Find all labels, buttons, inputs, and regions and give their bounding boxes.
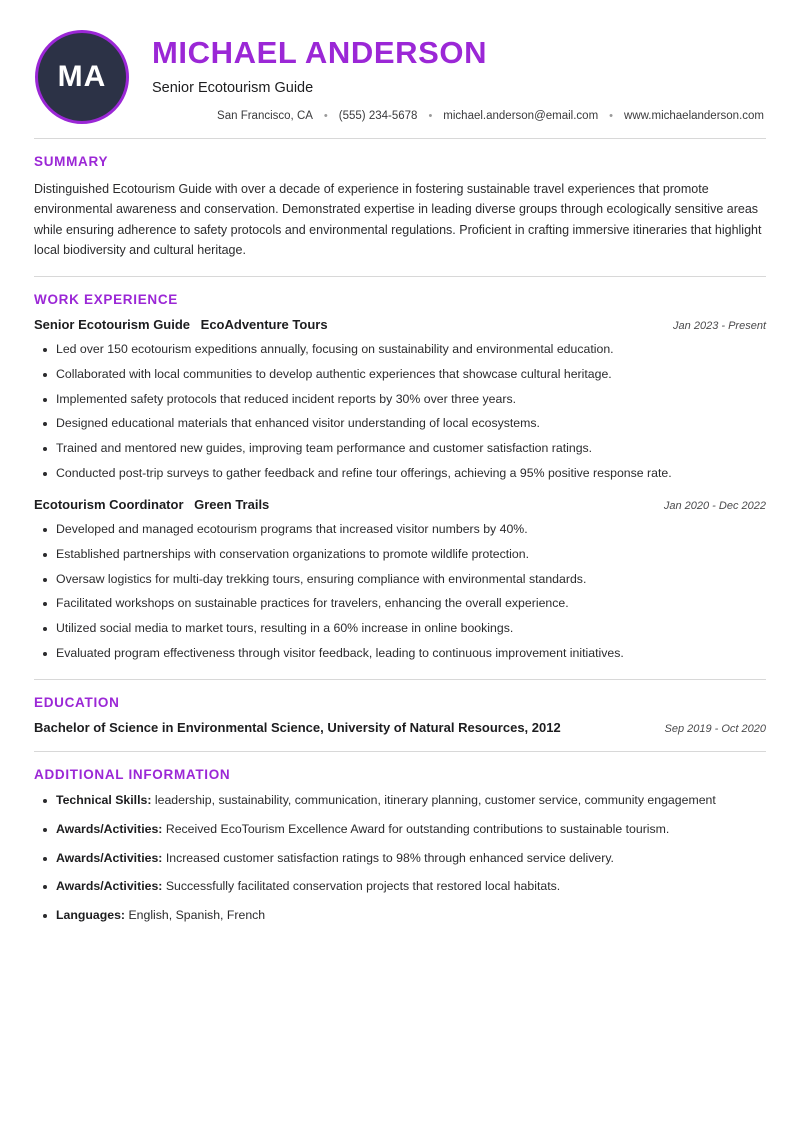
section-title-summary: SUMMARY (34, 154, 109, 169)
work-entry-header (34, 497, 766, 512)
list-item: Evaluated program effectiveness through visitor feedback, leading to continuous improvement initiatives. (56, 645, 766, 663)
list-item: Led over 150 ecotourism expeditions annually, focusing on sustainability and environmental education. (56, 341, 766, 359)
education-degree: Bachelor of Science in Environmental Science, University of Natural Resources, 2012 (34, 719, 561, 735)
info-label: Technical Skills: (56, 792, 152, 807)
list-item (56, 907, 766, 925)
list-item: Utilized social media to market tours, resulting in a 60% increase in online bookings. (56, 620, 766, 638)
work-entry-bullets (34, 341, 766, 483)
work-entry-header (34, 317, 766, 332)
education-entry (34, 720, 766, 735)
work-entry-company: EcoAdventure Tours (200, 317, 328, 332)
list-item: Oversaw logistics for multi-day trekking tours, ensuring compliance with environmental standards. (56, 571, 766, 589)
section-title-work-experience: WORK EXPERIENCE (34, 292, 179, 307)
list-item: Established partnerships with conservation organizations to promote wildlife protection. (56, 546, 766, 564)
list-item: Collaborated with local communities to develop authentic experiences that showcase cultural heritage. (56, 366, 766, 384)
section-additional-information (34, 752, 766, 925)
info-text: Successfully facilitated conservation projects that restored local habitats. (165, 879, 561, 894)
additional-information-list (34, 792, 766, 925)
list-item: Conducted post-trip surveys to gather feedback and refine tour offerings, achieving a 95% positive response rate. (56, 465, 766, 483)
candidate-name: MICHAEL ANDERSON (152, 35, 488, 70)
avatar-container (34, 28, 130, 124)
list-item: Designed educational materials that enhanced visitor understanding of local ecosystems. (56, 415, 766, 433)
section-title-additional-information: ADDITIONAL INFORMATION (34, 766, 231, 782)
info-text: English, Spanish, French (128, 908, 266, 923)
avatar: MA (35, 30, 129, 124)
section-summary (34, 139, 766, 260)
section-education (34, 680, 766, 735)
info-text: Increased customer satisfaction ratings to 98% through enhanced service delivery. (165, 850, 614, 865)
contact-phone: (555) 234-5678 (338, 110, 418, 123)
list-item (56, 850, 766, 868)
contact-location: San Francisco, CA (217, 110, 313, 123)
info-text: Received EcoTourism Excellence Award for outstanding contributions to sustainable tourism. (165, 821, 670, 836)
list-item: Trained and mentored new guides, improving team performance and customer satisfaction ratings. (56, 440, 766, 458)
work-entry (34, 497, 766, 663)
list-item: Implemented safety protocols that reduced incident reports by 30% over three years. (56, 391, 766, 409)
list-item: Developed and managed ecotourism programs that increased visitor numbers by 40%. (56, 521, 766, 539)
work-entry-dates: Jan 2023 - Present (673, 320, 766, 332)
info-label: Awards/Activities: (56, 879, 163, 894)
list-item (56, 792, 766, 810)
list-item (56, 878, 766, 896)
contact-email[interactable]: michael.anderson@email.com (443, 110, 599, 123)
work-entry-title-line (34, 497, 269, 512)
work-entry-company: Green Trails (194, 496, 270, 512)
contact-list (152, 110, 766, 122)
work-entry-dates: Jan 2020 - Dec 2022 (663, 499, 766, 512)
contact-separator-icon: • (609, 110, 614, 123)
candidate-title: Senior Ecotourism Guide (152, 80, 314, 97)
contact-website[interactable]: www.michaelanderson.com (624, 110, 764, 123)
work-entry-role: Senior Ecotourism Guide (34, 317, 191, 332)
header-text-block (130, 28, 766, 122)
work-entry-role: Ecotourism Coordinator (34, 496, 184, 512)
work-entry (34, 317, 766, 483)
contact-separator-icon: • (323, 110, 328, 123)
work-entry-title-line (34, 317, 328, 332)
list-item: Facilitated workshops on sustainable practices for travelers, enhancing the overall experience. (56, 595, 766, 613)
contact-separator-icon: • (428, 110, 433, 123)
summary-text: Distinguished Ecotourism Guide with over a decade of experience in fostering sustainable travel experiences that promote environmental awareness and conservation. Demonstrated expertise in leading diverse groups through ecologically sensitive areas while ensuring adherence to safety protocols and environmental regulations. Proficient in crafting immersive itineraries that highlight local biodiversity and cultural heritage. (34, 182, 762, 257)
info-text: leadership, sustainability, communication, itinerary planning, customer service, community engagement (154, 792, 716, 807)
info-label: Awards/Activities: (56, 821, 163, 836)
section-title-education: EDUCATION (34, 694, 120, 710)
list-item (56, 821, 766, 839)
education-dates: Sep 2019 - Oct 2020 (664, 722, 766, 735)
info-label: Languages: (56, 908, 126, 923)
info-label: Awards/Activities: (56, 850, 163, 865)
resume-header (34, 28, 766, 139)
section-work-experience (34, 277, 766, 663)
work-entry-bullets (34, 521, 766, 663)
